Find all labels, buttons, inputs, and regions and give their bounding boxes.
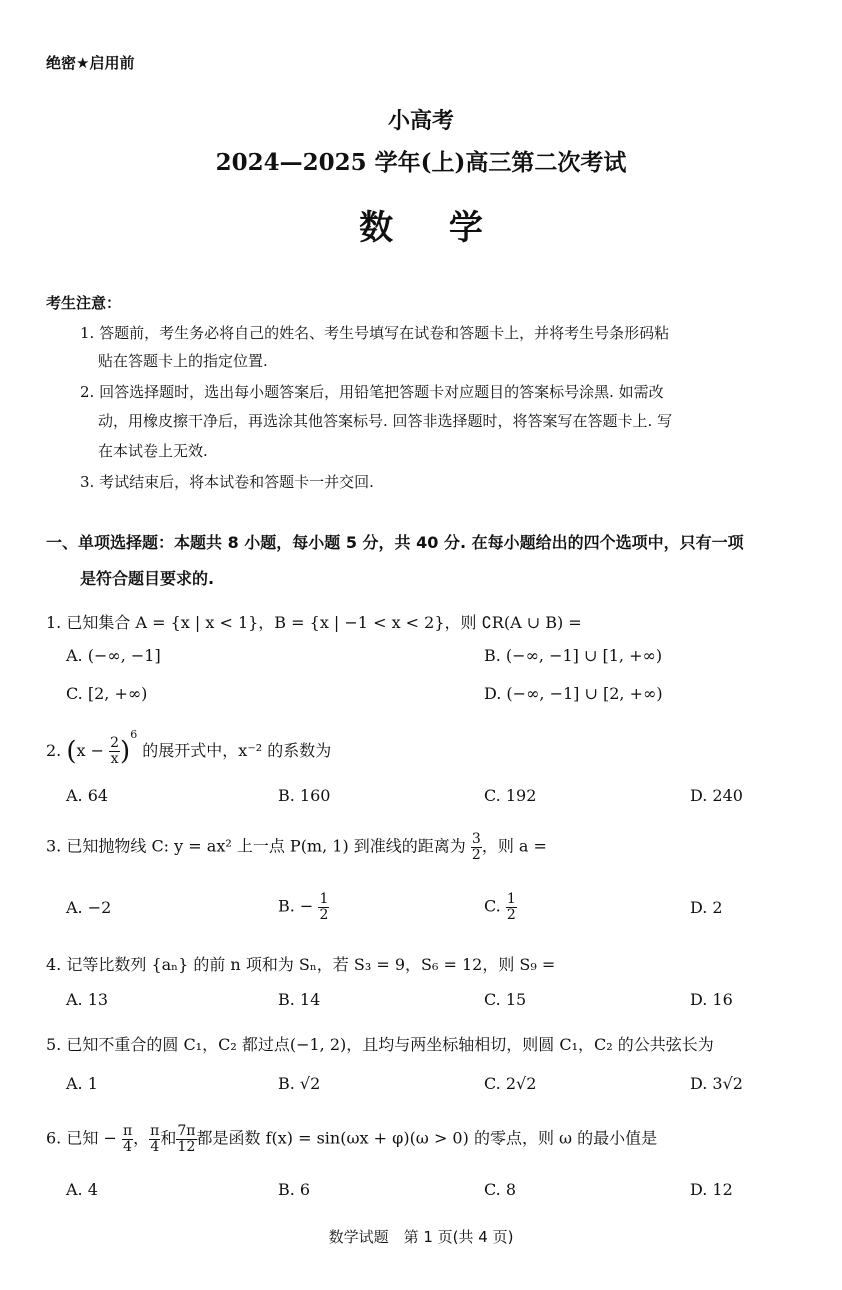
q3-b-fraction (318, 892, 329, 922)
q3-option-a: A. −2 (66, 898, 112, 917)
left-paren: ( (66, 736, 77, 767)
exam-title: 2024—2025 学年(上)高三第二次考试 (215, 149, 627, 176)
q2-number: 2. (46, 741, 62, 760)
frac-numerator: 2 (110, 735, 120, 752)
q5-option-a: A. 1 (66, 1074, 98, 1093)
question-4-stem: 4. 记等比数列 {aₙ} 的前 n 项和为 Sₙ，若 S₃ = 9，S₆ = 12，则 S₉ = (46, 955, 556, 974)
q2-fraction (109, 736, 120, 766)
q5-option-c: C. 2√2 (484, 1074, 537, 1093)
q3-fraction (471, 832, 482, 862)
note-line: 3. 考试结束后，将本试卷和答题卡一并交回. (80, 473, 374, 491)
q1-option-a: A. (−∞, −1] (66, 646, 161, 665)
q6-fraction-2 (149, 1124, 160, 1154)
page-footer: 数学试题 第 1 页(共 4 页) (328, 1228, 514, 1246)
q1-option-d: D. (−∞, −1] ∪ [2, +∞) (484, 684, 663, 703)
q3-b-prefix: B. − (278, 896, 314, 916)
q6-sep: ， (133, 1128, 150, 1148)
section-heading-cont: 是符合题目要求的. (80, 569, 215, 588)
subject-title: 数 学 (359, 208, 505, 248)
frac-denominator: 4 (123, 1138, 133, 1155)
q2-power: 6 (130, 728, 138, 741)
q4-option-a: A. 13 (66, 990, 109, 1009)
frac-denominator: 2 (471, 846, 481, 863)
q3-stem-post: ，则 a = (481, 836, 547, 856)
frac-denominator: 2 (506, 906, 516, 923)
q1-option-c: C. [2, +∞) (66, 684, 148, 703)
frac-numerator: 1 (506, 891, 516, 907)
q6-pre: 6. 已知 − (46, 1128, 117, 1148)
q6-option-b: B. 6 (278, 1180, 311, 1199)
q6-option-a: A. 4 (66, 1180, 98, 1199)
note-line: 1. 答题前，考生务必将自己的姓名、考生号填写在试卷和答题卡上，并将考生号条形码粘 (80, 324, 670, 342)
q4-option-c: C. 15 (484, 990, 527, 1009)
frac-numerator: π (122, 1123, 133, 1139)
note-line: 2. 回答选择题时，选出每小题答案后，用铅笔把答题卡对应题目的答案标号涂黑. 如需改 (80, 383, 664, 401)
frac-denominator: 12 (177, 1138, 196, 1155)
q4-option-d: D. 16 (690, 990, 733, 1009)
frac-numerator: 1 (319, 891, 329, 907)
frac-denominator: x (110, 751, 119, 767)
section-heading: 一、单项选择题：本题共 8 小题，每小题 5 分，共 40 分. 在每小题给出的四个选项中，只有一项 (46, 533, 744, 552)
q6-fraction-1 (122, 1124, 133, 1154)
q3-option-b (278, 892, 329, 922)
question-5-stem: 5. 已知不重合的圆 C₁，C₂ 都过点(−1, 2)，且均与两坐标轴相切，则圆 C₁，C₂ 的公共弦长为 (46, 1035, 714, 1054)
frac-denominator: 2 (319, 906, 329, 923)
q3-option-d: D. 2 (690, 898, 723, 917)
q2-option-d: D. 240 (690, 786, 743, 805)
q2-option-a: A. 64 (66, 786, 109, 805)
confidential-label: 绝密★启用前 (46, 54, 135, 72)
question-3-stem (46, 832, 547, 862)
q3-option-c (484, 892, 517, 922)
q5-option-b: B. √2 (278, 1074, 321, 1093)
q2-tail: 的展开式中，x⁻² 的系数为 (142, 741, 332, 760)
question-1-stem: 1. 已知集合 A = {x | x < 1}，B = {x | −1 < x < 2}，则 ∁R(A ∪ B) = (46, 613, 582, 632)
note-line: 动，用橡皮擦干净后，再选涂其他答案标号. 回答非选择题时，将答案写在答题卡上. 写 (98, 412, 673, 430)
q3-c-prefix: C. (484, 896, 501, 916)
q6-post: 都是函数 f(x) = sin(ωx + φ)(ω > 0) 的零点，则 ω 的最小值是 (196, 1128, 658, 1148)
note-line: 在本试卷上无效. (98, 442, 208, 460)
q6-option-c: C. 8 (484, 1180, 517, 1199)
notes-heading: 考生注意： (46, 294, 122, 312)
q3-c-fraction (506, 892, 517, 922)
question-2-stem (46, 728, 331, 767)
q3-stem-pre: 3. 已知抛物线 C: y = ax² 上一点 P(m, 1) 到准线的距离为 (46, 836, 466, 856)
note-line: 贴在答题卡上的指定位置. (98, 352, 268, 370)
q4-option-b: B. 14 (278, 990, 321, 1009)
q6-and: 和 (160, 1128, 177, 1148)
right-paren: ) (120, 736, 131, 767)
q1-option-b: B. (−∞, −1] ∪ [1, +∞) (484, 646, 663, 665)
q2-option-c: C. 192 (484, 786, 537, 805)
q5-option-d: D. 3√2 (690, 1074, 743, 1093)
frac-denominator: 4 (150, 1138, 160, 1155)
q2-option-b: B. 160 (278, 786, 331, 805)
q6-fraction-3 (176, 1124, 196, 1154)
exam-organizer: 小高考 (387, 108, 454, 134)
q6-option-d: D. 12 (690, 1180, 733, 1199)
q2-x-minus: x − (76, 741, 105, 760)
question-6-stem (46, 1124, 657, 1154)
frac-numerator: 7π (177, 1123, 196, 1139)
frac-numerator: π (150, 1123, 160, 1139)
frac-numerator: 3 (471, 831, 481, 847)
